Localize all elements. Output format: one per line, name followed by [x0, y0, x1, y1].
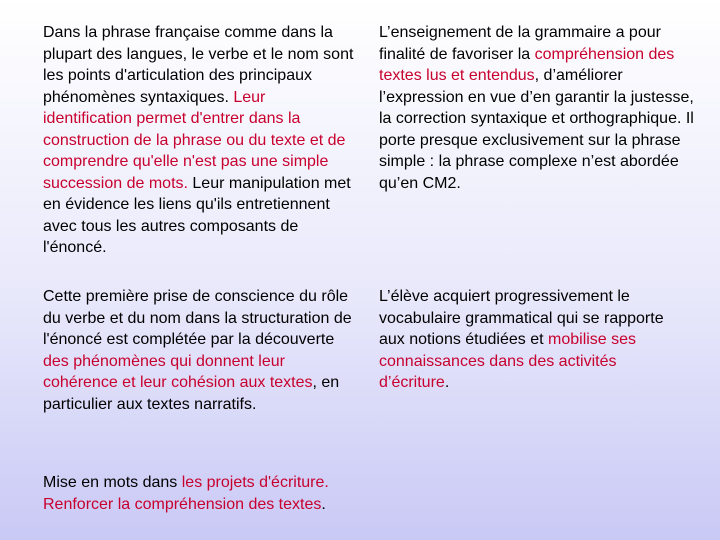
highlighted-text: Leur identification permet d'entrer dans la construction de la phrase ou du texte et de comprendre qu'elle n'est pas une simple succession de mots. — [43, 88, 346, 192]
text-segment: Leur manipulation met en évidence les liens qu'ils entretiennent avec tous les autres composants de l'énoncé. — [43, 174, 351, 256]
text-segment: Dans la phrase française comme dans la plupart des langues, le verbe et le nom sont les points d'articulation des principaux phénomènes syntaxiques. — [43, 24, 354, 106]
text-segment: Mise en mots dans — [43, 474, 182, 491]
text-segment: Cette première prise de conscience du rôle du verbe et du nom dans la structuration de l'énoncé est complétée par la découverte — [43, 288, 352, 348]
left-paragraph-3 — [43, 472, 363, 515]
highlighted-text: les projets d'écriture. Renforcer la compréhension des textes — [43, 474, 329, 513]
text-segment: . — [444, 374, 450, 391]
text-segment: L’élève acquiert progressivement le vocabulaire grammatical qui se rapporte aux notions étudiées et — [379, 288, 664, 348]
text-segment: . — [321, 495, 326, 513]
highlighted-text: mobilise ses connaissances dans des activités d’écriture — [379, 331, 637, 391]
text-segment: L’enseignement de la grammaire a pour finalité de favoriser la — [379, 24, 661, 63]
left-paragraph-1 — [43, 22, 355, 259]
right-paragraph-1 — [379, 22, 709, 194]
left-paragraph-2 — [43, 286, 355, 415]
text-segment: , en particulier aux textes narratifs. — [43, 374, 340, 413]
highlighted-text: des phénomènes qui donnent leur cohérence et leur cohésion aux textes — [43, 352, 313, 391]
right-paragraph-2 — [379, 286, 689, 394]
highlighted-text: compréhension des textes lus et entendus — [379, 45, 675, 84]
text-segment: , d’améliorer l’expression en vue d’en garantir la justesse, la correction syntaxique et orthographique. Il porte presque exclusivement sur la phrase simple : la phrase complexe n’est abordée qu’en CM2. — [379, 67, 694, 192]
